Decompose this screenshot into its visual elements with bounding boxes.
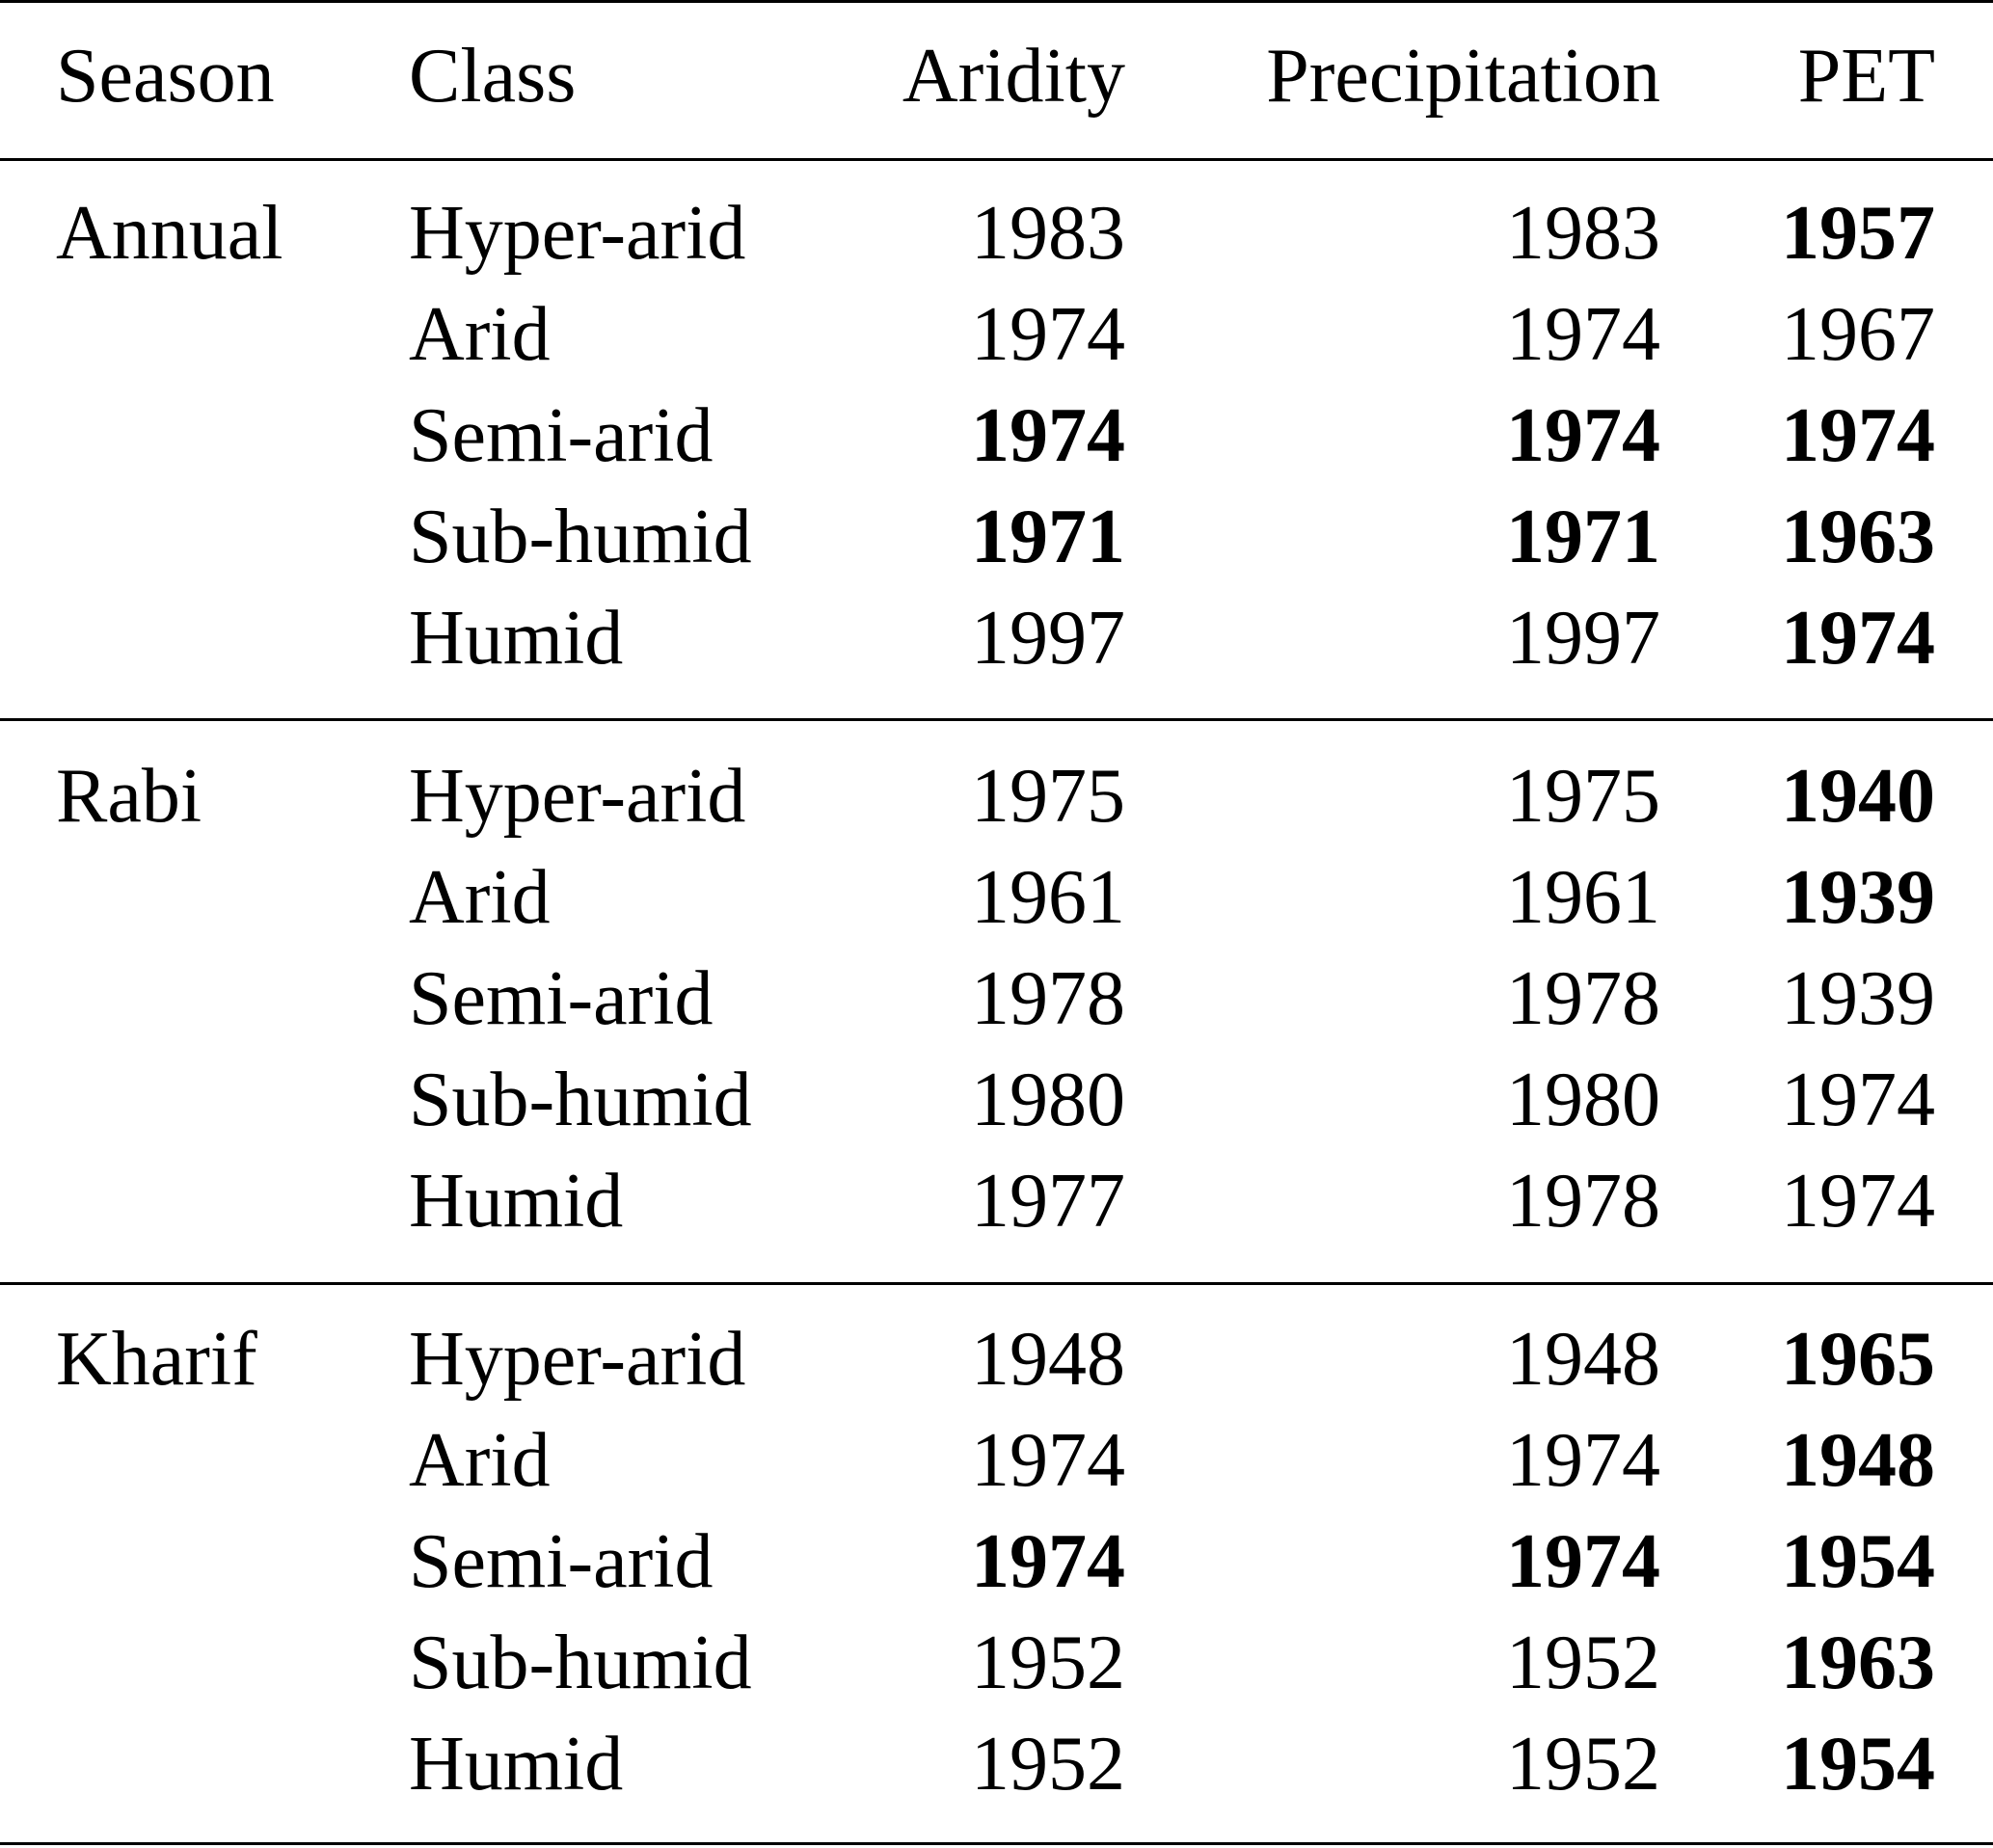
pet-cell: 1948 bbox=[1781, 1418, 1935, 1503]
precipitation-cell: 1961 bbox=[1506, 855, 1660, 940]
pet-cell: 1974 bbox=[1781, 393, 1935, 478]
aridity-cell: 1974 bbox=[971, 292, 1125, 377]
class-cell: Sub-humid bbox=[409, 495, 752, 579]
aridity-cell: 1974 bbox=[971, 1519, 1125, 1604]
table-row bbox=[0, 1613, 1993, 1714]
pet-cell: 1974 bbox=[1781, 1159, 1935, 1244]
precipitation-cell: 1952 bbox=[1506, 1620, 1660, 1705]
class-cell: Humid bbox=[409, 596, 624, 681]
table-row bbox=[0, 1050, 1993, 1151]
precipitation-cell: 1952 bbox=[1506, 1722, 1660, 1807]
pet-cell: 1939 bbox=[1781, 855, 1935, 940]
table-row bbox=[0, 487, 1993, 588]
top-rule bbox=[0, 0, 1993, 3]
pet-cell: 1963 bbox=[1781, 1620, 1935, 1705]
aridity-cell: 1978 bbox=[971, 956, 1125, 1041]
aridity-cell: 1997 bbox=[971, 596, 1125, 681]
class-cell: Arid bbox=[409, 855, 551, 940]
pet-cell: 1939 bbox=[1781, 956, 1935, 1041]
pet-cell: 1954 bbox=[1781, 1722, 1935, 1807]
class-cell: Hyper-arid bbox=[409, 1317, 746, 1402]
table-row bbox=[0, 1151, 1993, 1252]
precipitation-cell: 1980 bbox=[1506, 1058, 1660, 1142]
precipitation-cell: 1978 bbox=[1506, 1159, 1660, 1244]
class-cell: Arid bbox=[409, 292, 551, 377]
table-row bbox=[0, 588, 1993, 689]
class-cell: Hyper-arid bbox=[409, 191, 746, 276]
season-cell: Kharif bbox=[56, 1317, 257, 1402]
class-cell: Semi-arid bbox=[409, 393, 714, 478]
precipitation-cell: 1948 bbox=[1506, 1317, 1660, 1402]
precipitation-cell: 1983 bbox=[1506, 191, 1660, 276]
aridity-cell: 1952 bbox=[971, 1620, 1125, 1705]
pet-cell: 1974 bbox=[1781, 1058, 1935, 1142]
table-row bbox=[0, 386, 1993, 487]
pet-cell: 1965 bbox=[1781, 1317, 1935, 1402]
table-row bbox=[0, 183, 1993, 284]
aridity-cell: 1980 bbox=[971, 1058, 1125, 1142]
table-row bbox=[0, 949, 1993, 1050]
precipitation-cell: 1974 bbox=[1506, 292, 1660, 377]
class-cell: Semi-arid bbox=[409, 956, 714, 1041]
precipitation-cell: 1975 bbox=[1506, 754, 1660, 839]
precipitation-cell: 1978 bbox=[1506, 956, 1660, 1041]
pet-cell: 1940 bbox=[1781, 754, 1935, 839]
season-cell: Rabi bbox=[56, 754, 202, 839]
precipitation-cell: 1974 bbox=[1506, 1418, 1660, 1503]
aridity-cell: 1974 bbox=[971, 1418, 1125, 1503]
precipitation-cell: 1974 bbox=[1506, 1519, 1660, 1604]
pet-cell: 1954 bbox=[1781, 1519, 1935, 1604]
pet-cell: 1963 bbox=[1781, 495, 1935, 579]
header-season: Season bbox=[56, 34, 275, 119]
precipitation-cell: 1974 bbox=[1506, 393, 1660, 478]
precipitation-cell: 1971 bbox=[1506, 495, 1660, 579]
aridity-cell: 1983 bbox=[971, 191, 1125, 276]
header-class: Class bbox=[409, 34, 577, 119]
aridity-cell: 1948 bbox=[971, 1317, 1125, 1402]
class-cell: Sub-humid bbox=[409, 1620, 752, 1705]
table-row bbox=[0, 1309, 1993, 1410]
aridity-cell: 1971 bbox=[971, 495, 1125, 579]
aridity-cell: 1975 bbox=[971, 754, 1125, 839]
aridity-cell: 1952 bbox=[971, 1722, 1125, 1807]
aridity-cell: 1974 bbox=[971, 393, 1125, 478]
pet-cell: 1967 bbox=[1781, 292, 1935, 377]
season-cell: Annual bbox=[56, 191, 283, 276]
pet-cell: 1957 bbox=[1781, 191, 1935, 276]
table-row bbox=[0, 746, 1993, 847]
table-row bbox=[0, 1512, 1993, 1613]
header-row bbox=[0, 26, 1993, 127]
class-cell: Humid bbox=[409, 1722, 624, 1807]
header-aridity: Aridity bbox=[902, 34, 1125, 119]
aridity-cell: 1977 bbox=[971, 1159, 1125, 1244]
table-row bbox=[0, 284, 1993, 386]
aridity-cell: 1961 bbox=[971, 855, 1125, 940]
group-divider-rule bbox=[0, 1282, 1993, 1285]
table-row bbox=[0, 1714, 1993, 1815]
group-divider-rule bbox=[0, 718, 1993, 721]
bottom-rule bbox=[0, 1842, 1993, 1845]
class-cell: Sub-humid bbox=[409, 1058, 752, 1142]
table-row bbox=[0, 1410, 1993, 1512]
class-cell: Hyper-arid bbox=[409, 754, 746, 839]
precipitation-cell: 1997 bbox=[1506, 596, 1660, 681]
class-cell: Semi-arid bbox=[409, 1519, 714, 1604]
header-rule bbox=[0, 158, 1993, 161]
table-row bbox=[0, 847, 1993, 949]
class-cell: Arid bbox=[409, 1418, 551, 1503]
pet-cell: 1974 bbox=[1781, 596, 1935, 681]
header-pet: PET bbox=[1797, 34, 1935, 119]
class-cell: Humid bbox=[409, 1159, 624, 1244]
header-precipitation: Precipitation bbox=[1266, 34, 1660, 119]
